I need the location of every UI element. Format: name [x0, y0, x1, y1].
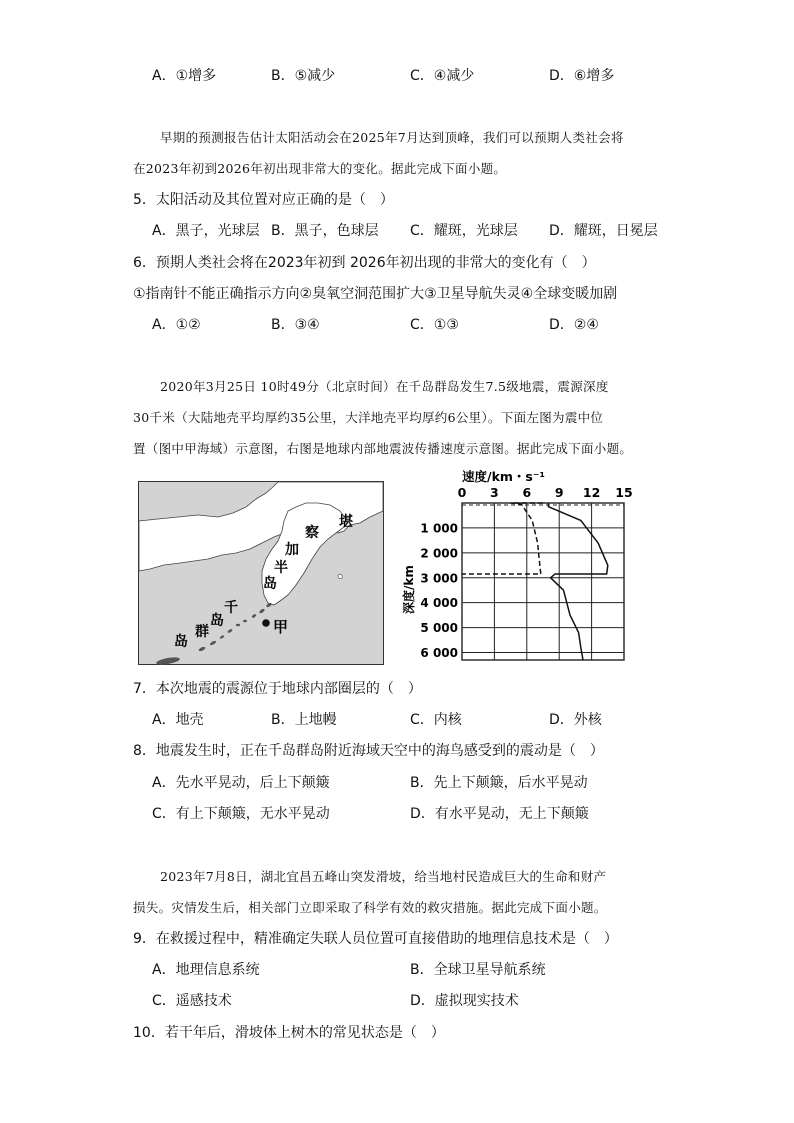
q-prev-option-a: A．①增多 [152, 68, 217, 84]
chart-series-p-wave [548, 503, 607, 660]
passage2-line3: 置（图中甲海域）示意图，右图是地球内部地震波传播速度示意图。据此完成下面小题。 [133, 441, 633, 456]
chart-xtick-label-15: 15 [615, 485, 633, 500]
chart-ytick-label-6000: 6 000 [420, 646, 458, 661]
seismic-wave-chart [400, 466, 636, 664]
chart-ytick-label-3000: 3 000 [420, 571, 458, 586]
q7-option-c: C．内核 [410, 712, 462, 728]
q-prev-option-d: D．⑥增多 [549, 68, 615, 84]
q7-option-a: A．地壳 [152, 712, 204, 728]
q6-option-a: A．①② [152, 317, 201, 333]
q7-stem: 7．本次地震的震源位于地球内部圈层的（ ） [133, 681, 422, 697]
passage1-line1: 早期的预测报告估计太阳活动会在2025年7月达到顶峰，我们可以预期人类社会将 [160, 130, 624, 145]
map-label-jia: 加 [285, 542, 299, 558]
q9-option-c: C．遥感技术 [152, 993, 232, 1009]
epicenter-map [138, 481, 384, 665]
epicenter-label: 甲 [273, 618, 289, 636]
passage3-line1: 2023年7月8日，湖北宜昌五峰山突发滑坡，给当地村民造成巨大的生命和财产 [160, 869, 607, 884]
chart-xtick-label-12: 12 [582, 485, 601, 500]
q9-option-d: D．虚拟现实技术 [410, 993, 519, 1009]
q6-option-c: C．①③ [410, 317, 459, 333]
map-label-kan: 堪 [339, 514, 353, 530]
map-label-dao2: 岛 [210, 613, 224, 629]
q5-option-a: A．黑子，光球层 [152, 223, 260, 239]
q7-option-b: B．上地幔 [271, 712, 337, 728]
map-label-qun: 群 [195, 624, 209, 640]
chart-title: 速度/km・s⁻¹ [462, 469, 545, 484]
chart-ylabel: 深度/km [402, 565, 416, 614]
chart-ytick-label-5000: 5 000 [420, 621, 458, 636]
chart-series-s-wave [462, 503, 543, 574]
small-island-shape [338, 574, 342, 578]
chart-xtick-label-6: 6 [522, 485, 532, 500]
q5-option-c: C．耀斑，光球层 [410, 223, 518, 239]
passage2-line2: 30千米（大陆地壳平均厚约35公里，大洋地壳平均厚约6公里）。下面左图为震中位 [133, 410, 604, 425]
q8-option-a: A．先水平晃动，后上下颠簸 [152, 775, 330, 791]
q6-option-b: B．③④ [271, 317, 320, 333]
chart-frame [462, 503, 624, 660]
chart-plot-area [420, 485, 632, 660]
q8-stem: 8．地震发生时，正在千岛群岛附近海域天空中的海鸟感受到的震动是（ ） [133, 743, 604, 759]
chart-ytick-label-4000: 4 000 [420, 596, 458, 611]
passage3-line2: 损失。灾情发生后，相关部门立即采取了科学有效的救灾措施。据此完成下面小题。 [133, 900, 607, 915]
q-prev-option-b: B．⑤减少 [271, 68, 336, 84]
map-label-dao1: 岛 [263, 576, 277, 592]
chart-xtick-label-9: 9 [554, 485, 564, 500]
chart-xtick-label-3: 3 [490, 485, 499, 500]
q9-option-b: B．全球卫星导航系统 [410, 962, 546, 978]
chart-ytick-label-2000: 2 000 [420, 546, 458, 561]
q6-stem: 6．预期人类社会将在2023年初到 2026年初出现的非常大的变化有（ ） [133, 255, 596, 271]
q5-stem: 5．太阳活动及其位置对应正确的是（ ） [133, 192, 394, 208]
q6-option-d: D．②④ [549, 317, 599, 333]
q8-option-d: D．有水平晃动，无上下颠簸 [410, 806, 589, 822]
q8-option-b: B．先上下颠簸，后水平晃动 [410, 775, 588, 791]
map-label-cha: 察 [305, 525, 319, 541]
q5-option-d: D．耀斑，日冕层 [549, 223, 658, 239]
q10-stem: 10．若干年后，滑坡体上树木的常见状态是（ ） [133, 1025, 445, 1041]
q-prev-option-c: C．④减少 [410, 68, 475, 84]
chart-ytick-label-1000: 1 000 [420, 521, 458, 536]
map-label-qian: 千 [224, 600, 238, 616]
q5-option-b: B．黑子，色球层 [271, 223, 379, 239]
passage1-line2: 在2023年初到2026年初出现非常大的变化。据此完成下面小题。 [133, 161, 507, 176]
epicenter-point [262, 619, 270, 627]
chart-xtick-label-0: 0 [457, 485, 467, 500]
q6-items: ①指南针不能正确指示方向②臭氧空洞范围扩大③卫星导航失灵④全球变暖加剧 [133, 286, 618, 302]
passage2-line1: 2020年3月25日 10时49分（北京时间）在千岛群岛发生7.5级地震，震源深度 [160, 379, 609, 394]
map-label-ban: 半 [274, 560, 288, 576]
q9-option-a: A．地理信息系统 [152, 962, 260, 978]
q9-stem: 9．在救援过程中，精准确定失联人员位置可直接借助的地理信息技术是（ ） [133, 931, 618, 947]
q7-option-d: D．外核 [549, 712, 602, 728]
map-label-dao3: 岛 [174, 634, 188, 650]
q8-option-c: C．有上下颠簸，无水平晃动 [152, 806, 330, 822]
